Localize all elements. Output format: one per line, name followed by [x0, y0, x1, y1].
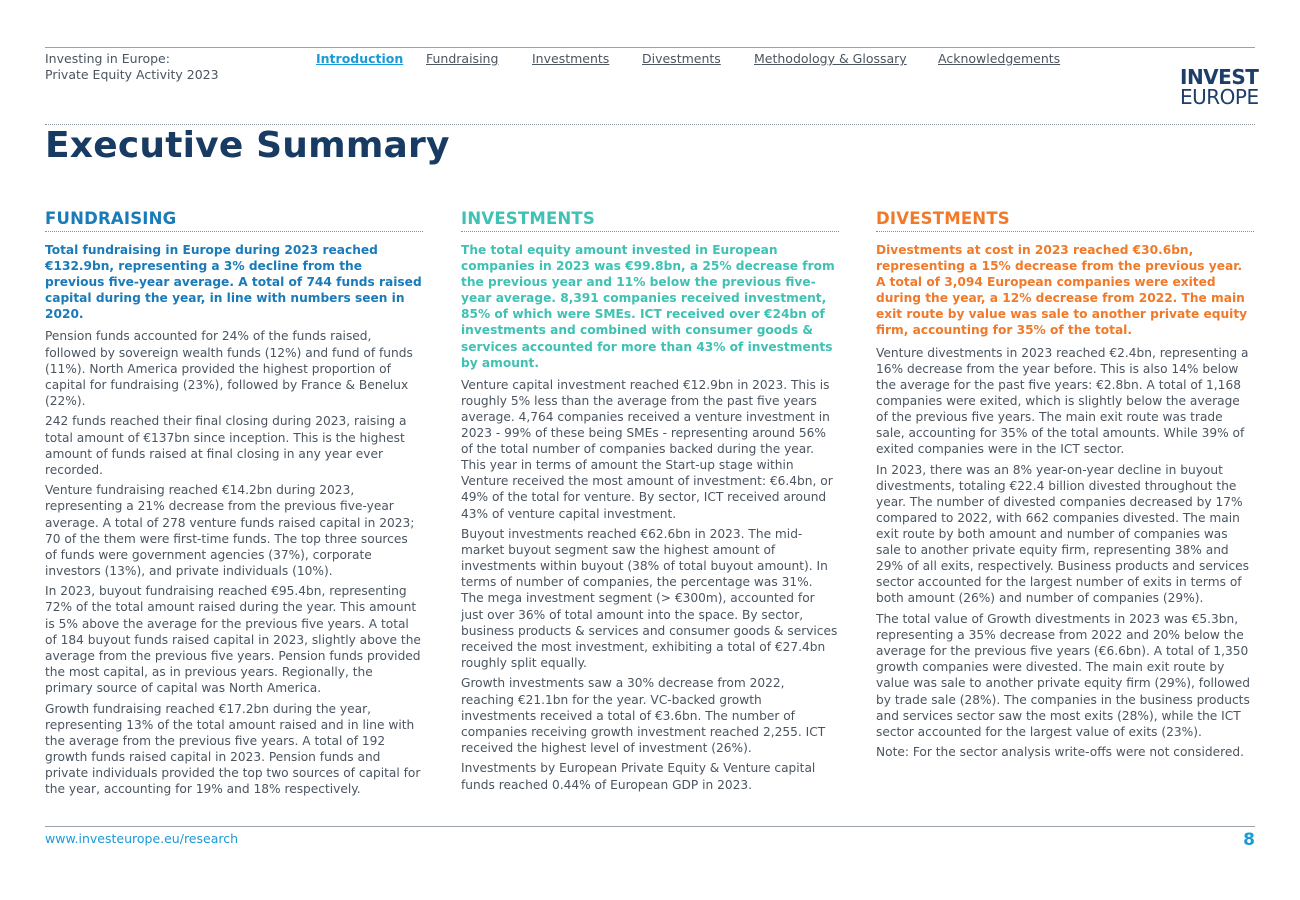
nav-link-methodology-glossary[interactable]: Methodology & Glossary [754, 51, 907, 66]
divestments-paragraph: In 2023, there was an 8% year-on-year decline in buyout divestments, totaling €22.4 billion divested throughout the year. The number of divested companies decreased by 17% compared to 2022, with 662 companies divested. The main exit route by both amount and number of companies was sale to another private equity firm, representing 38% and 29% of all exits, respectively. Business products and services sector accounted for the largest number of exits in terms of both amount (26%) and number of companies (29%). [876, 462, 1249, 606]
nav-link-divestments[interactable]: Divestments [642, 51, 721, 66]
divestments-lead: Divestments at cost in 2023 reached €30.6bn, representing a 15% decrease from the previous year. A total of 3,094 European companies were exited during the year, a 12% decrease from 2022. The main exit route by value was sale to another private equity firm, accounting for 35% of the total. [876, 243, 1248, 338]
fundraising-paragraph: Pension funds accounted for 24% of the funds raised, followed by sovereign wealth funds (12%) and fund of funds (11%). North America provided the highest proportion of capital for fundraising (23%), followed by France & Benelux (22%). [45, 329, 413, 408]
fundraising-paragraph: Venture fundraising reached €14.2bn during 2023, representing a 21% decrease from the previous five-year average. A total of 278 venture funds raised capital in 2023; 70 of the them were first-time funds. The top three sources of funds were government agencies (37%), corporate investors (13%), and private individuals (10%). [45, 483, 415, 578]
divestments-note: Note: For the sector analysis write-offs were not considered. [876, 745, 1244, 760]
top-rule [45, 47, 1255, 48]
footer-rule [45, 826, 1255, 827]
fundraising-heading: FUNDRAISING [45, 208, 423, 232]
fundraising-lead: Total fundraising in Europe during 2023 reached €132.9bn, representing a 3% decline from the previous five-year average. A total of 744 funds raised capital during the year, in line with numbers seen in 2020. [45, 243, 422, 322]
footer-website-link[interactable]: www.investeurope.eu/research [45, 831, 239, 846]
nav-link-fundraising[interactable]: Fundraising [426, 51, 499, 66]
document-title-line2: Private Equity Activity 2023 [45, 67, 219, 82]
document-title-line1: Investing in Europe: [45, 51, 170, 66]
document-title [45, 51, 219, 83]
invest-europe-logo [1180, 65, 1259, 110]
divestments-paragraph: Venture divestments in 2023 reached €2.4bn, representing a 16% decrease from the year before. This is also 14% below the average for the past five years: €2.8bn. A total of 1,168 companies were exited, which is slightly below the average of the previous five years. The main exit route was trade sale, accounting for 35% of the total amounts. While 39% of exited companies were in the ICT sector. [876, 345, 1249, 457]
page-number: 8 [1243, 830, 1255, 850]
nav-link-introduction[interactable]: Introduction [316, 51, 404, 66]
divestments-heading: DIVESTMENTS [876, 208, 1254, 232]
investments-heading: INVESTMENTS [461, 208, 839, 232]
investments-paragraph: Growth investments saw a 30% decrease from 2022, reaching €21.1bn for the year. VC-backed growth investments received a total of €3.6bn. The number of companies receiving growth investment reached 2,255. ICT received the highest level of investment (26%). [461, 676, 826, 755]
divestments-column [876, 208, 1254, 765]
investments-paragraph: Venture capital investment reached €12.9bn in 2023. This is roughly 5% less than the average from the past five years average. 4,764 companies received a venture investment in 2023 - 99% of these being SMEs - representing around 56% of the total number of companies backed during the year. This year in terms of amount the Start-up stage within Venture received the most amount of investment: €6.4bn, or 49% of the total for venture. By sector, ICT received around 43% of venture capital investment. [461, 377, 833, 521]
fundraising-paragraph: 242 funds reached their final closing during 2023, raising a total amount of €137bn since inception. This is the highest amount of funds raised at final closing in any year ever recorded. [45, 414, 407, 477]
fundraising-paragraph: In 2023, buyout fundraising reached €95.4bn, representing 72% of the total amount raised during the year. This amount is 5% above the average for the previous five years. A total of 184 buyout funds raised capital in 2023, slightly above the average from the previous five years. Pension funds provided the most capital, as in previous years. Regionally, the primary source of capital was North America. [45, 584, 421, 695]
investments-column [461, 208, 839, 797]
fundraising-paragraph: Growth fundraising reached €17.2bn during the year, representing 13% of the total amount raised and in line with the average from the previous five years. A total of 192 growth funds raised capital in 2023. Pension funds and private individuals provided the top two sources of capital for the year, accounting for 19% and 18% respectively. [45, 701, 421, 796]
divestments-paragraph: The total value of Growth divestments in 2023 was €5.3bn, representing a 35% decrease from 2022 and 20% below the average for the previous five years (€6.6bn). A total of 1,350 growth companies were divested. The main exit route by value was sale to another private equity firm (29%), followed by trade sale (28%). The companies in the business products and services sector saw the most exits (28%), while the ICT sector accounted for the largest value of exits (23%). [876, 612, 1250, 739]
nav-link-acknowledgements[interactable]: Acknowledgements [938, 51, 1061, 66]
logo-line1: INVEST [1180, 65, 1259, 89]
fundraising-column [45, 208, 423, 802]
investments-paragraph: Investments by European Private Equity & Venture capital funds reached 0.44% of European GDP in 2023. [461, 761, 816, 792]
logo-line2: EUROPE [1180, 85, 1259, 109]
page-title: Executive Summary [45, 125, 450, 166]
investments-paragraph: Buyout investments reached €62.6bn in 2023. The mid-market buyout segment saw the highest amount of investments within buyout (38% of total buyout amount). In terms of number of companies, the percentage was 31%. The mega investment segment (> €300m), accounted for just over 36% of total amount into the space. By sector, business products & services and consumer goods & services received the most investment, exhibiting a total of €27.4bn roughly split equally. [461, 527, 838, 670]
investments-lead: The total equity amount invested in European companies in 2023 was €99.8bn, a 25% decrease from the previous year and 11% below the previous five-year average. 8,391 companies received investment, 85% of which were SMEs. ICT received over €24bn of investments and combined with consumer goods & services accounted for more than 43% of investments by amount. [461, 243, 835, 370]
nav-link-investments[interactable]: Investments [532, 51, 610, 66]
